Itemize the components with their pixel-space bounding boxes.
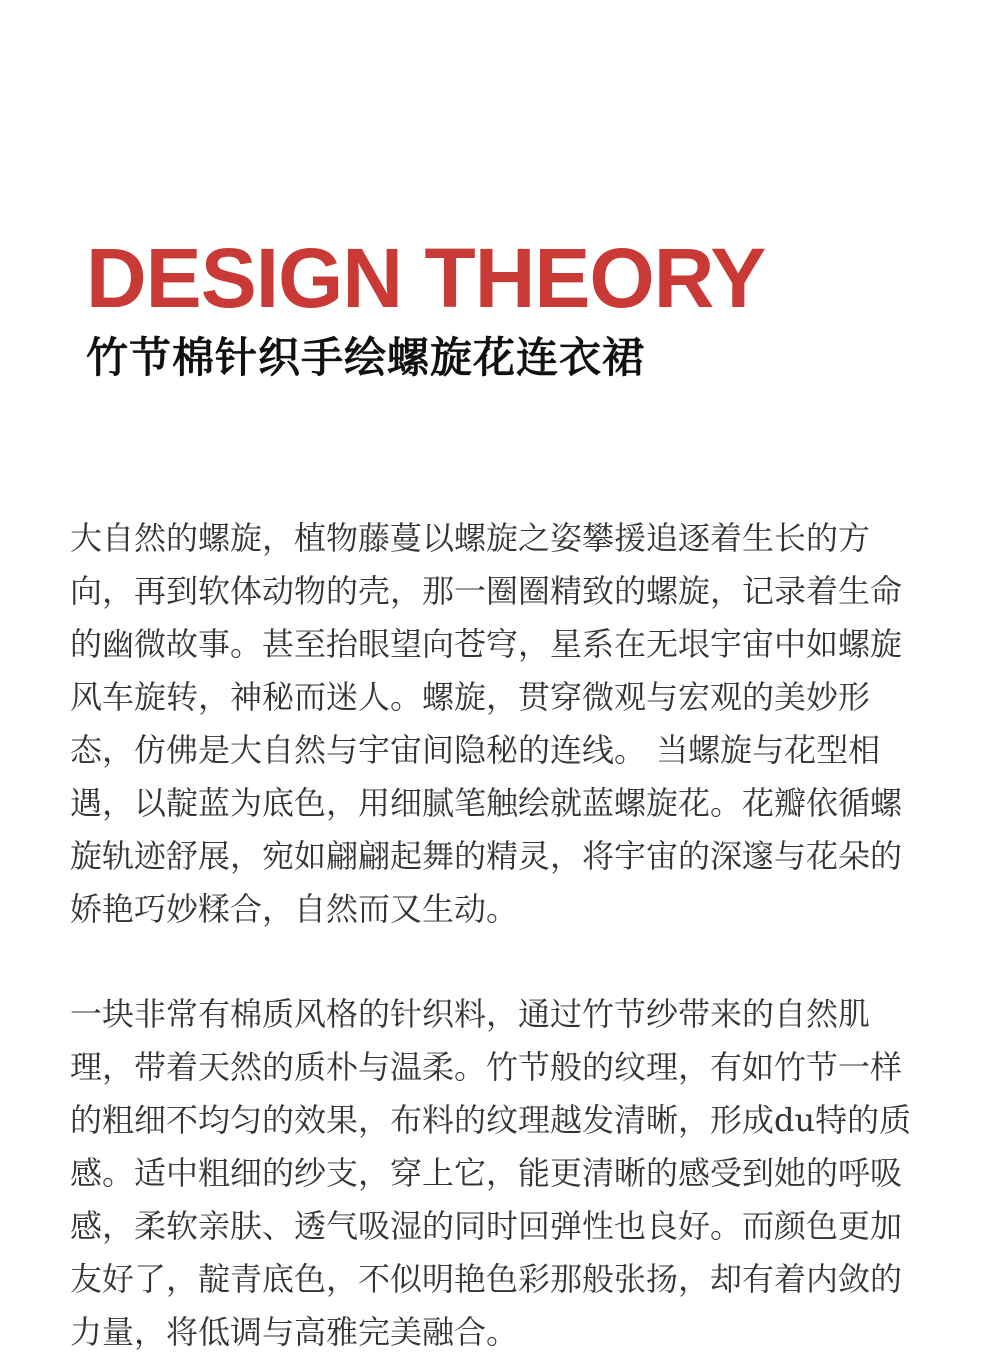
page-subtitle: 竹节棉针织手绘螺旋花连衣裙 [86,333,646,382]
body-paragraph-1: 大自然的螺旋，植物藤蔓以螺旋之姿攀援追逐着生长的方向，再到软体动物的壳，那一圈圈精致的螺旋，记录着生命的幽微故事。甚至抬眼望向苍穹，星系在无垠宇宙中如螺旋风车旋转，神秘而迷人。螺旋，贯穿微观与宏观的美妙形态，仿佛是大自然与宇宙间隐秘的连线。 当螺旋与花型相遇，以靛蓝为底色，用细腻笔触绘就蓝螺旋花。花瓣依循螺旋轨迹舒展，宛如翩翩起舞的精灵，将宇宙的深邃与花朵的娇艳巧妙糅合，自然而又生动。 [70,519,903,928]
page-title: DESIGN THEORY [86,231,766,325]
body-paragraph-2: 一块非常有棉质风格的针织料，通过竹节纱带来的自然肌理，带着天然的质朴与温柔。竹节般的纹理，有如竹节一样的粗细不均匀的效果，布料的纹理越发清晰，形成du特的质感。适中粗细的纱支，穿上它，能更清晰的感受到她的呼吸感，柔软亲肤、透气吸湿的同时回弹性也良好。而颜色更加友好了，靛青底色，不似明艳色彩那般张扬，却有着内敛的力量，将低调与高雅完美融合。 [70,995,912,1351]
